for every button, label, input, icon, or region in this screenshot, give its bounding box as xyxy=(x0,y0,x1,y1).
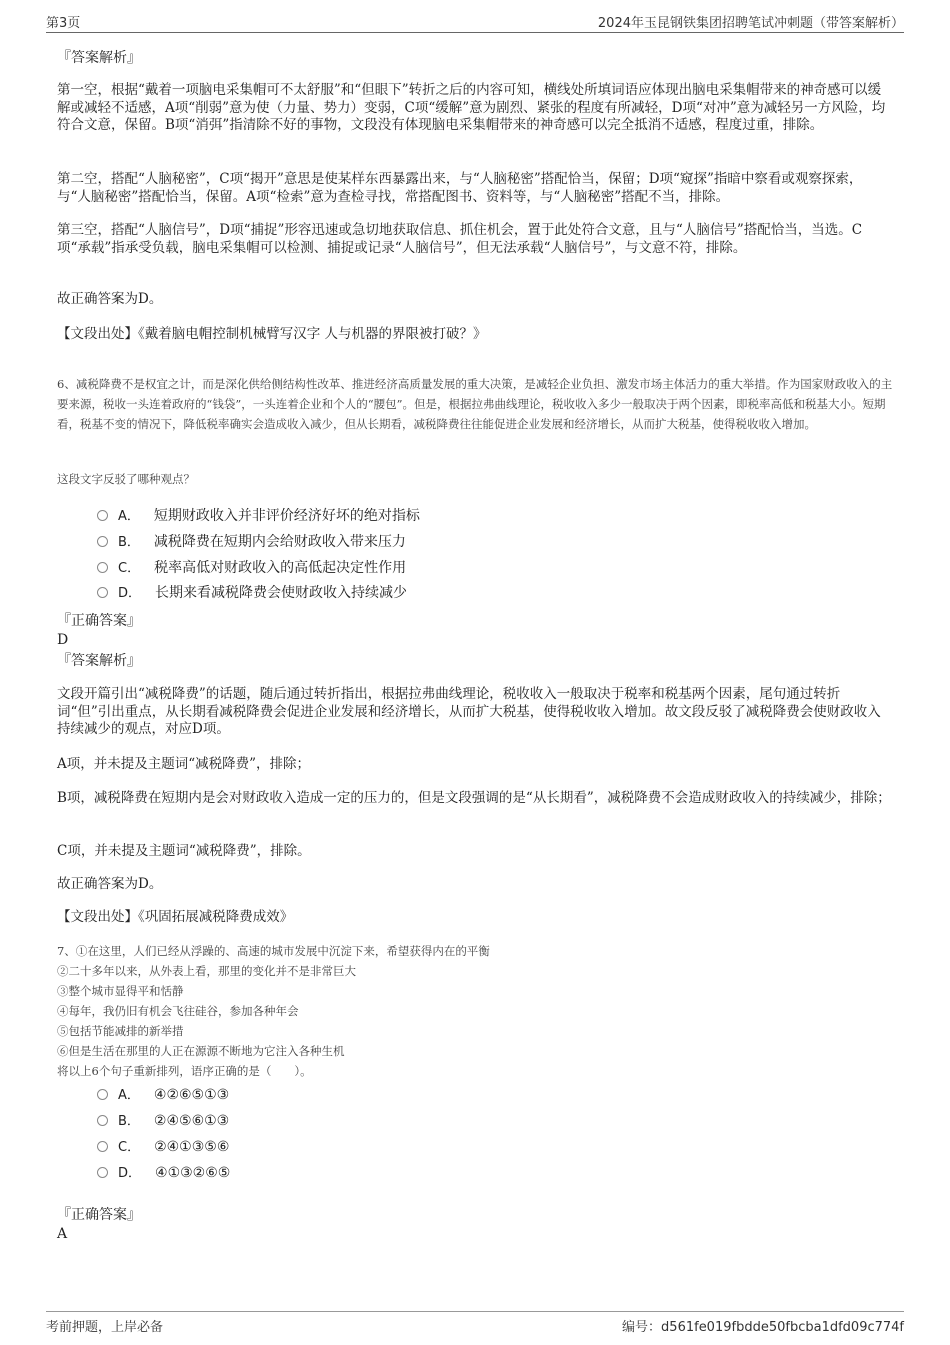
q6-analysis-b: B项，减税降费在短期内是会对财政收入造成一定的压力的，但是文段强调的是“从长期看”，减税降费不会造成财政收入的持续减少，排除； xyxy=(57,790,891,806)
radio-icon[interactable] xyxy=(97,1115,108,1126)
q6-option-d[interactable]: D． 长期来看减税降费会使财政收入持续减少 xyxy=(97,583,407,603)
q7-option-b[interactable]: B． ②④⑤⑥①③ xyxy=(97,1111,229,1131)
document-title: 2024年玉昆钢铁集团招聘笔试冲刺题（带答案解析） xyxy=(597,16,904,31)
radio-icon[interactable] xyxy=(97,510,108,521)
radio-icon[interactable] xyxy=(97,587,108,598)
radio-icon[interactable] xyxy=(97,1167,108,1178)
radio-icon[interactable] xyxy=(97,562,108,573)
page-header xyxy=(46,10,904,33)
q7-line-4: ④每年，我仍旧有机会飞往硅谷，参加各种年会 xyxy=(57,1004,299,1018)
q5-analysis-p2: 第二空，搭配“人脑秘密”，C项“揭开”意思是使某样东西暴露出来，与“人脑秘密”搭配恰当，保留；D项“窥探”指暗中察看或观察探索，与“人脑秘密”搭配恰当，保留。A项“检索”意为查检寻找，常搭配图书、资料等，与“人脑秘密”搭配不当，排除。 xyxy=(57,171,863,205)
q6-conclusion: 故正确答案为D。 xyxy=(57,876,163,892)
q7-option-a[interactable]: A． ④②⑥⑤①③ xyxy=(97,1085,229,1105)
q6-source: 【文段出处】《巩固拓展减税降费成效》 xyxy=(57,909,294,925)
q7-answer-label: 『正确答案』 xyxy=(57,1207,141,1223)
radio-icon[interactable] xyxy=(97,536,108,547)
q6-answer: D xyxy=(57,632,69,648)
q5-conclusion: 故正确答案为D。 xyxy=(57,291,163,307)
q6-question: 这段文字反驳了哪种观点？ xyxy=(57,472,195,486)
q6-analysis-p1: 文段开篇引出“减税降费”的话题，随后通过转折指出，根据拉弗曲线理论，税收收入一般取决于税率和税基两个因素，尾句通过转折词“但”引出重点，从长期看减税降费会促进企业发展和经济增长，从而扩大税基，使得税收收入增加。故文段反驳了减税降费会使财政收入持续减少的观点，对应D项。 xyxy=(57,686,881,737)
q5-analysis-label: 『答案解析』 xyxy=(57,50,141,66)
q7-line-2: ②二十多年以来，从外表上看，那里的变化并不是非常巨大 xyxy=(57,964,356,978)
q5-analysis-p1: 第一空，根据“戴着一项脑电采集帽可不太舒服”和“但眼下”转折之后的内容可知，横线处所填词语应体现出脑电采集帽带来的神奇感可以缓解或减轻不适感，A项“削弱”意为使（力量、势力）变弱，C项“缓解”意为剧烈、紧张的程度有所减轻，D项“对冲”意为减轻另一方风险，均符合文意，保留。B项“消弭”指清除不好的事物，文段没有体现脑电采集帽带来的神奇感可以完全抵消不适感，程度过重，排除。 xyxy=(57,82,886,133)
page-footer xyxy=(46,1311,904,1336)
q6-option-a[interactable]: A． 短期财政收入并非评价经济好坏的绝对指标 xyxy=(97,506,420,526)
footer-slogan: 考前押题，上岸必备 xyxy=(46,1320,164,1335)
radio-icon[interactable] xyxy=(97,1141,108,1152)
q6-analysis-a: A项，并未提及主题词“减税降费”，排除； xyxy=(57,756,311,772)
q7-answer: A xyxy=(57,1226,68,1242)
q6-analysis-c: C项，并未提及主题词“减税降费”，排除。 xyxy=(57,843,311,859)
q7-option-d[interactable]: D． ④①③②⑥⑤ xyxy=(97,1163,230,1183)
q5-source: 【文段出处】《戴着脑电帽控制机械臂写汉字 人与机器的界限被打破？》 xyxy=(57,326,487,342)
q7-line-3: ③整个城市显得平和恬静 xyxy=(57,984,184,998)
q7-line-5: ⑤包括节能减排的新举措 xyxy=(57,1024,184,1038)
q6-answer-label: 『正确答案』 xyxy=(57,613,141,629)
q6-option-c[interactable]: C． 税率高低对财政收入的高低起决定性作用 xyxy=(97,558,406,578)
q7-question: 将以上6个句子重新排列，语序正确的是（ ）。 xyxy=(57,1064,312,1078)
q6-stem: 6、减税降费不是权宜之计，而是深化供给侧结构性改革、推进经济高质量发展的重大决策，是减轻企业负担、激发市场主体活力的重大举措。作为国家财政收入的主要来源，税收一头连着政府的“钱袋”，一头连着企业和个人的“腰包”。但是，根据拉弗曲线理论，税收收入多少一般取决于两个因素，即税率高低和税基大小。短期看，税基不变的情况下，降低税率确实会造成收入减少，但从长期看，减税降费往往能促进企业发展和经济增长，从而扩大税基，使得税收收入增加。 xyxy=(57,377,893,431)
q6-analysis-label: 『答案解析』 xyxy=(57,653,141,669)
q7-option-c[interactable]: C． ②④①③⑤⑥ xyxy=(97,1137,229,1157)
q7-line-1: 7、①在这里，人们已经从浮躁的、高速的城市发展中沉淀下来，希望获得内在的平衡 xyxy=(57,944,490,958)
document-code: 编号：d561fe019fbdde50fbcba1dfd09c774f xyxy=(622,1320,904,1335)
page-number: 第3页 xyxy=(46,16,81,31)
radio-icon[interactable] xyxy=(97,1089,108,1100)
q6-option-b[interactable]: B． 减税降费在短期内会给财政收入带来压力 xyxy=(97,532,406,552)
q5-analysis-p3: 第三空，搭配“人脑信号”，D项“捕捉”形容迅速或急切地获取信息、抓住机会，置于此处符合文意，且与“人脑信号”搭配恰当，当选。C项“承载”指承受负载，脑电采集帽可以检测、捕捉或记录“人脑信号”，但无法承载“人脑信号”，与文意不符，排除。 xyxy=(57,222,863,256)
q7-line-6: ⑥但是生活在那里的人正在源源不断地为它注入各种生机 xyxy=(57,1044,345,1058)
